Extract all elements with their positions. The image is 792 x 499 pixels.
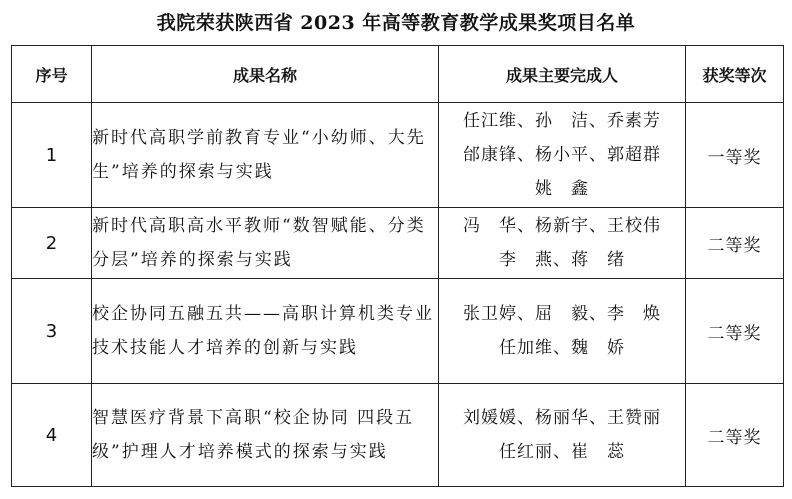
cell-main-contributors: [439, 384, 686, 487]
cell-main-contributors: [439, 208, 686, 279]
contributor-line: 张卫婷、屈 毅、李 焕: [463, 304, 661, 324]
cell-main-contributors: [439, 103, 686, 208]
cell-serial-number: 1: [12, 103, 92, 208]
table-row: [12, 208, 784, 279]
contributor-line: 任加维、魏 娇: [499, 338, 625, 358]
table-header-row: [12, 46, 784, 103]
cell-award-level: 二等奖: [686, 384, 784, 487]
header-award-level: 获奖等次: [686, 46, 784, 103]
cell-achievement-name: 新时代高职高水平教师“数智赋能、分类分层”培养的探索与实践: [92, 208, 439, 279]
cell-serial-number: 2: [12, 208, 92, 279]
contributor-line: 刘媛媛、杨丽华、王赞丽: [463, 408, 661, 428]
contributor-line: 邰康锋、杨小平、郭超群: [463, 145, 661, 165]
table-row: [12, 103, 784, 208]
award-table: [11, 45, 784, 487]
cell-main-contributors: [439, 279, 686, 384]
contributor-line: 李 燕、蒋 绪: [499, 250, 625, 270]
header-serial-number: 序号: [12, 46, 92, 103]
cell-award-level: 二等奖: [686, 208, 784, 279]
cell-award-level: 二等奖: [686, 279, 784, 384]
cell-achievement-name: 智慧医疗背景下高职“校企协同 四段五级”护理人才培养模式的探索与实践: [92, 384, 439, 487]
contributor-line: 任江维、孙 洁、乔素芳: [463, 111, 661, 131]
cell-serial-number: 4: [12, 384, 92, 487]
cell-achievement-name: 新时代高职学前教育专业“小幼师、大先生”培养的探索与实践: [92, 103, 439, 208]
header-main-contributors: 成果主要完成人: [439, 46, 686, 103]
cell-achievement-name: 校企协同五融五共——高职计算机类专业技术技能人才培养的创新与实践: [92, 279, 439, 384]
table-row: [12, 384, 784, 487]
contributor-line: 任红丽、崔 蕊: [499, 442, 625, 462]
header-achievement-name: 成果名称: [92, 46, 439, 103]
contributor-line: 姚 鑫: [535, 179, 589, 199]
table-row: [12, 279, 784, 384]
cell-award-level: 一等奖: [686, 103, 784, 208]
document-title: 我院荣获陕西省 2023 年高等教育教学成果奖项目名单: [156, 12, 636, 34]
contributor-line: 冯 华、杨新宇、王校伟: [463, 216, 661, 236]
cell-serial-number: 3: [12, 279, 92, 384]
